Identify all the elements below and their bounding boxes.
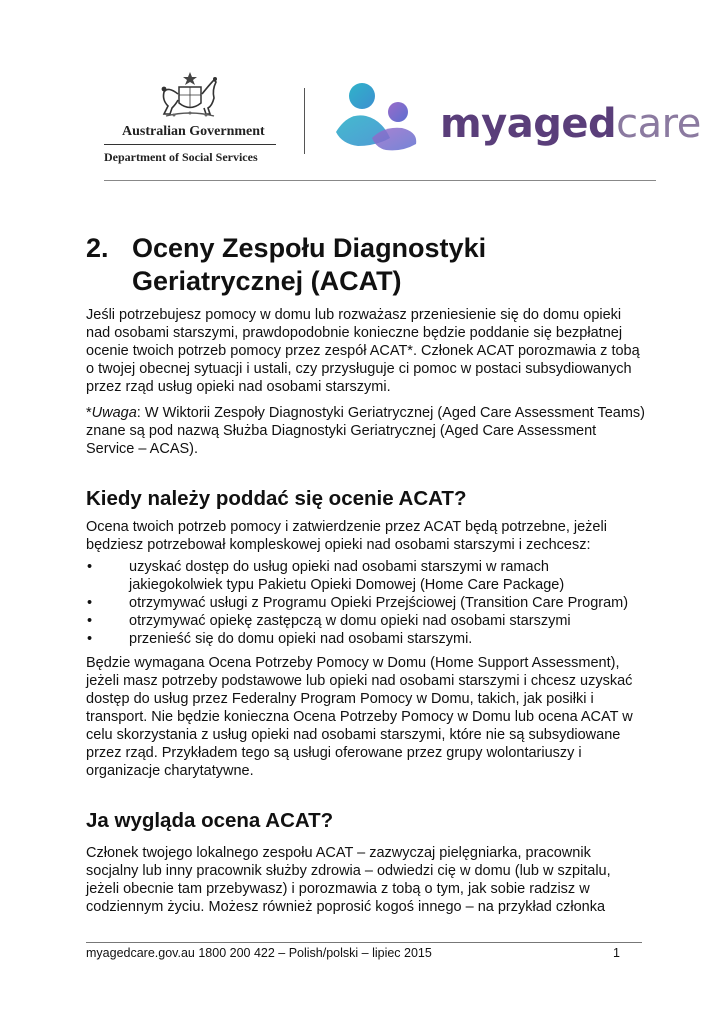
header-rule: [104, 180, 656, 181]
brand-care: care: [616, 101, 701, 147]
when-intro: Ocena twoich potrzeb pomocy i zatwierdzenie przez ACAT będą potrzebne, jeżeli będziesz potrzebował kompleskowej opieki nad osobami starszymi i zechcesz:: [86, 519, 607, 553]
note-star: *: [86, 405, 92, 421]
footer-rule: [86, 942, 642, 943]
page-number: 1: [613, 946, 620, 960]
list-item: [86, 558, 646, 594]
list-item: [86, 612, 646, 630]
coat-of-arms-icon: [152, 70, 228, 120]
bullet-symbol: •: [87, 613, 93, 629]
note-label: Uwaga: [91, 405, 137, 421]
when-bullet-list: [86, 558, 646, 648]
intro-paragraph: Jeśli potrzebujesz pomocy w domu lub rozważasz przeniesienie się do domu opieki nad osobami starszymi, prawdopodobnie konieczne będzie poddanie się bezpłatnej ocenie twoich potrzeb pomocy przez zespół ACAT*. Członek ACAT porozmawia z tobą o twojej obecnej sytuacji i ustali, czy przysługuje ci pomoc w postaci subsydiowanych przez rząd usług opieki nad osobami starszymi.: [86, 307, 640, 395]
brand-myaged: myaged: [440, 101, 617, 147]
list-item-text: otrzymywać opiekę zastępczą w domu opieki nad osobami starszymi: [129, 613, 571, 629]
when-after-paragraph: Będzie wymagana Ocena Potrzeby Pomocy w Domu (Home Support Assessment), jeżeli masz potrzeby podstawowe lub opieki nad osobami starszymi i chcesz uzyskać dostęp do usług przez Federalny Program Pomocy w Domu, takich, jak posiłki i transport. Nie będzie konieczna Ocena Potrzeby Pomocy w Domu lub ocena ACAT w celu skorzystania z usług opieki nad osobami starszymi, które nie są subsydiowane przez rząd. Przykładem tego są usługi oferowane przez grupy wolontariuszy i organizacje charytatywne.: [86, 655, 633, 779]
section-title: [86, 232, 646, 298]
list-item-text: uzyskać dostęp do usług opieki nad osobami starszymi w ramach jakiegokolwiek typu Pakietu Opieki Domowej (Home Care Package): [129, 559, 565, 593]
list-item-text: przenieść się do domu opieki nad osobami starszymi.: [129, 631, 473, 647]
bullet-symbol: •: [87, 595, 93, 611]
page-content: [86, 232, 646, 916]
section-title-text: Oceny Zespołu Diagnostyki Geriatrycznej (ACAT): [132, 233, 487, 296]
bullet-symbol: •: [87, 559, 93, 575]
list-item: [86, 594, 646, 612]
list-item-text: otrzymywać usługi z Programu Opieki Przejściowej (Transition Care Program): [129, 595, 629, 611]
bullet-symbol: •: [87, 631, 93, 647]
when-heading: Kiedy należy poddać się ocenie ACAT?: [86, 487, 467, 510]
note-text: : W Wiktorii Zespoły Diagnostyki Geriatrycznej (Aged Care Assessment Teams) znane są pod nazwą Służba Diagnostyki Geriatrycznej (Aged Care Assessment Service – ACAS).: [86, 405, 645, 457]
note-paragraph: [86, 404, 646, 458]
myagedcare-people-icon: [332, 80, 422, 156]
what-paragraph: Członek twojego lokalnego zespołu ACAT – zazwyczaj pielęgniarka, pracownik socjalny lub inny pracownik służby zdrowia – odwiedzi cię w domu (lub w szpitalu, jeżeli obecnie tam przebywasz) i porozmawia z tobą o tym, jak sobie radzisz w codziennym życiu. Możesz również poprosić kogoś innego – na przykład członka: [86, 845, 611, 915]
australian-government-logo: [104, 70, 276, 165]
myagedcare-wordmark: [440, 100, 701, 148]
list-item: [86, 630, 646, 648]
section-number: 2.: [86, 233, 109, 263]
department-name: Department of Social Services: [104, 150, 258, 164]
page-header: [0, 0, 724, 185]
what-heading: Ja wygląda ocena ACAT?: [86, 809, 334, 832]
footer-text: myagedcare.gov.au 1800 200 422 – Polish/polski – lipiec 2015: [86, 946, 432, 960]
page-footer: [86, 942, 642, 960]
logo-divider: [304, 88, 305, 154]
government-name: Australian Government: [104, 124, 276, 145]
